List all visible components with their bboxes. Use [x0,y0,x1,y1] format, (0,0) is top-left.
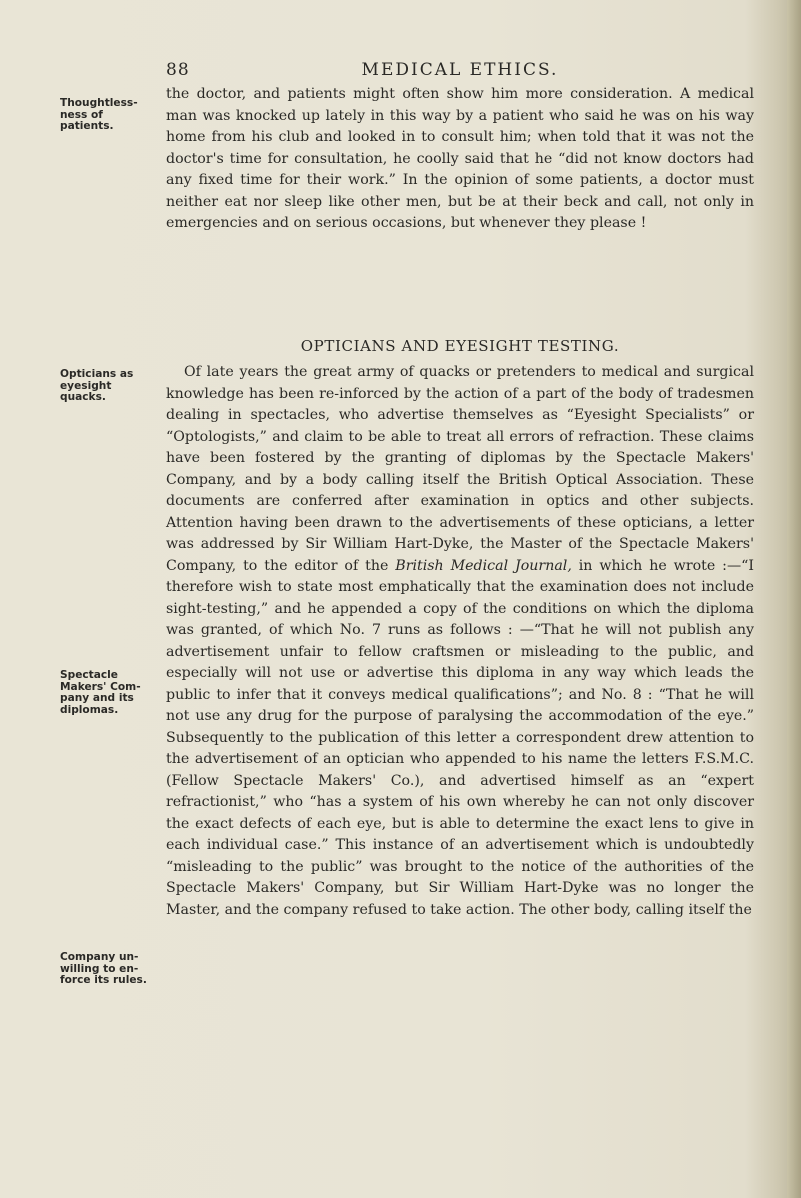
running-title: MEDICAL ETHICS. [361,60,559,80]
paragraph-text [166,362,754,921]
text-run: in which he wrote :—“I therefore wish to state most emphatically that the examination does not include sight-testing,” and he appended a copy of the conditions on which the diploma was granted, of which No. 7 runs as follows : —“That he will not publish any advertisement unfair to fellow craftsmen or misleading to the public, and especially will not use or advertise this diploma in any way which leads the public to infer that it conveys medical qualifications”; and No. 8 : “That he will not use any drug for the purpose of paralysing the accommodation of the eye.” Subsequently to the publication of this letter a correspondent drew attention to the advertisement of an optician who appended to his name the letters F.S.M.C. (Fellow Spectacle Makers' Co.), and advertised himself as an “expert refractionist,” who “has a system of his own whereby he can not only discover the exact defects of each eye, but is able to determine the exact lens to give in each individual case.” This instance of an advertisement which is undoubtedly “misleading to the public” was brought to the notice of the authorities of the Spectacle Makers' Company, but Sir William Hart-Dyke was no longer the Master, and the company refused to take action. The other body, calling itself the [166,557,754,918]
sidenote-line: willing to en- [60,962,139,975]
sidenote-opticians [60,369,160,404]
paragraph-opticians [166,362,754,921]
sidenote-line: quacks. [60,391,106,403]
sidenote-line: Makers' Com- [60,680,141,693]
sidenote-line: eyesight [60,379,112,392]
sidenote-line: pany and its [60,692,134,704]
paragraph-patients [166,84,754,235]
page-edge [787,0,801,1198]
section-heading: OPTICIANS AND EYESIGHT TESTING. [300,337,620,355]
paragraph-text: the doctor, and patients might often show him more consideration. A medical man was knocked up lately in this way by a patient who said he was on his way home from his club and looked in to consult him; when told that it was not the doctor's time for consultation, he coolly said that he “did not know doctors had any fixed time for their work.” In the opinion of some patients, a doctor must neither eat nor sleep like other men, but be at their beck and call, not only in emergencies and on serious occasions, but whenever they please ! [166,86,754,231]
text-run: Of late years the great army of quacks or pretenders to medical and surgical knowledge has been re-inforced by the action of a part of the body of tradesmen dealing in spectacles, who advertise themselves as “Eyesight Specialists” or “Optologists,” and claim to be able to treat all errors of refraction. These claims have been fostered by the granting of diplomas by the Spectacle Makers' Company, and by a body calling itself the British Optical Association. These documents are conferred after examination in optics and other subjects. Attention having been drawn to the advertisements of these opticians, a letter was addressed by Sir William Hart-Dyke, the Master of the Spectacle Makers' Company, to the editor of the [166,364,754,574]
sidenote-line: ness of [60,108,103,121]
page-number: 88 [166,60,190,80]
sidenote-line: Company un- [60,951,139,963]
sidenote-line: Thoughtless- [60,97,138,109]
sidenote-line: Opticians as [60,368,134,380]
sidenote-line: patients. [60,120,114,132]
journal-title: British Medical Journal, [395,557,572,574]
sidenote-company-unwilling [60,952,160,987]
sidenote-line: force its rules. [60,974,147,986]
sidenote-line: Spectacle [60,669,118,681]
sidenote-line: diplomas. [60,703,119,716]
sidenote-thoughtlessness [60,98,160,133]
sidenote-spectacle-makers [60,670,160,716]
